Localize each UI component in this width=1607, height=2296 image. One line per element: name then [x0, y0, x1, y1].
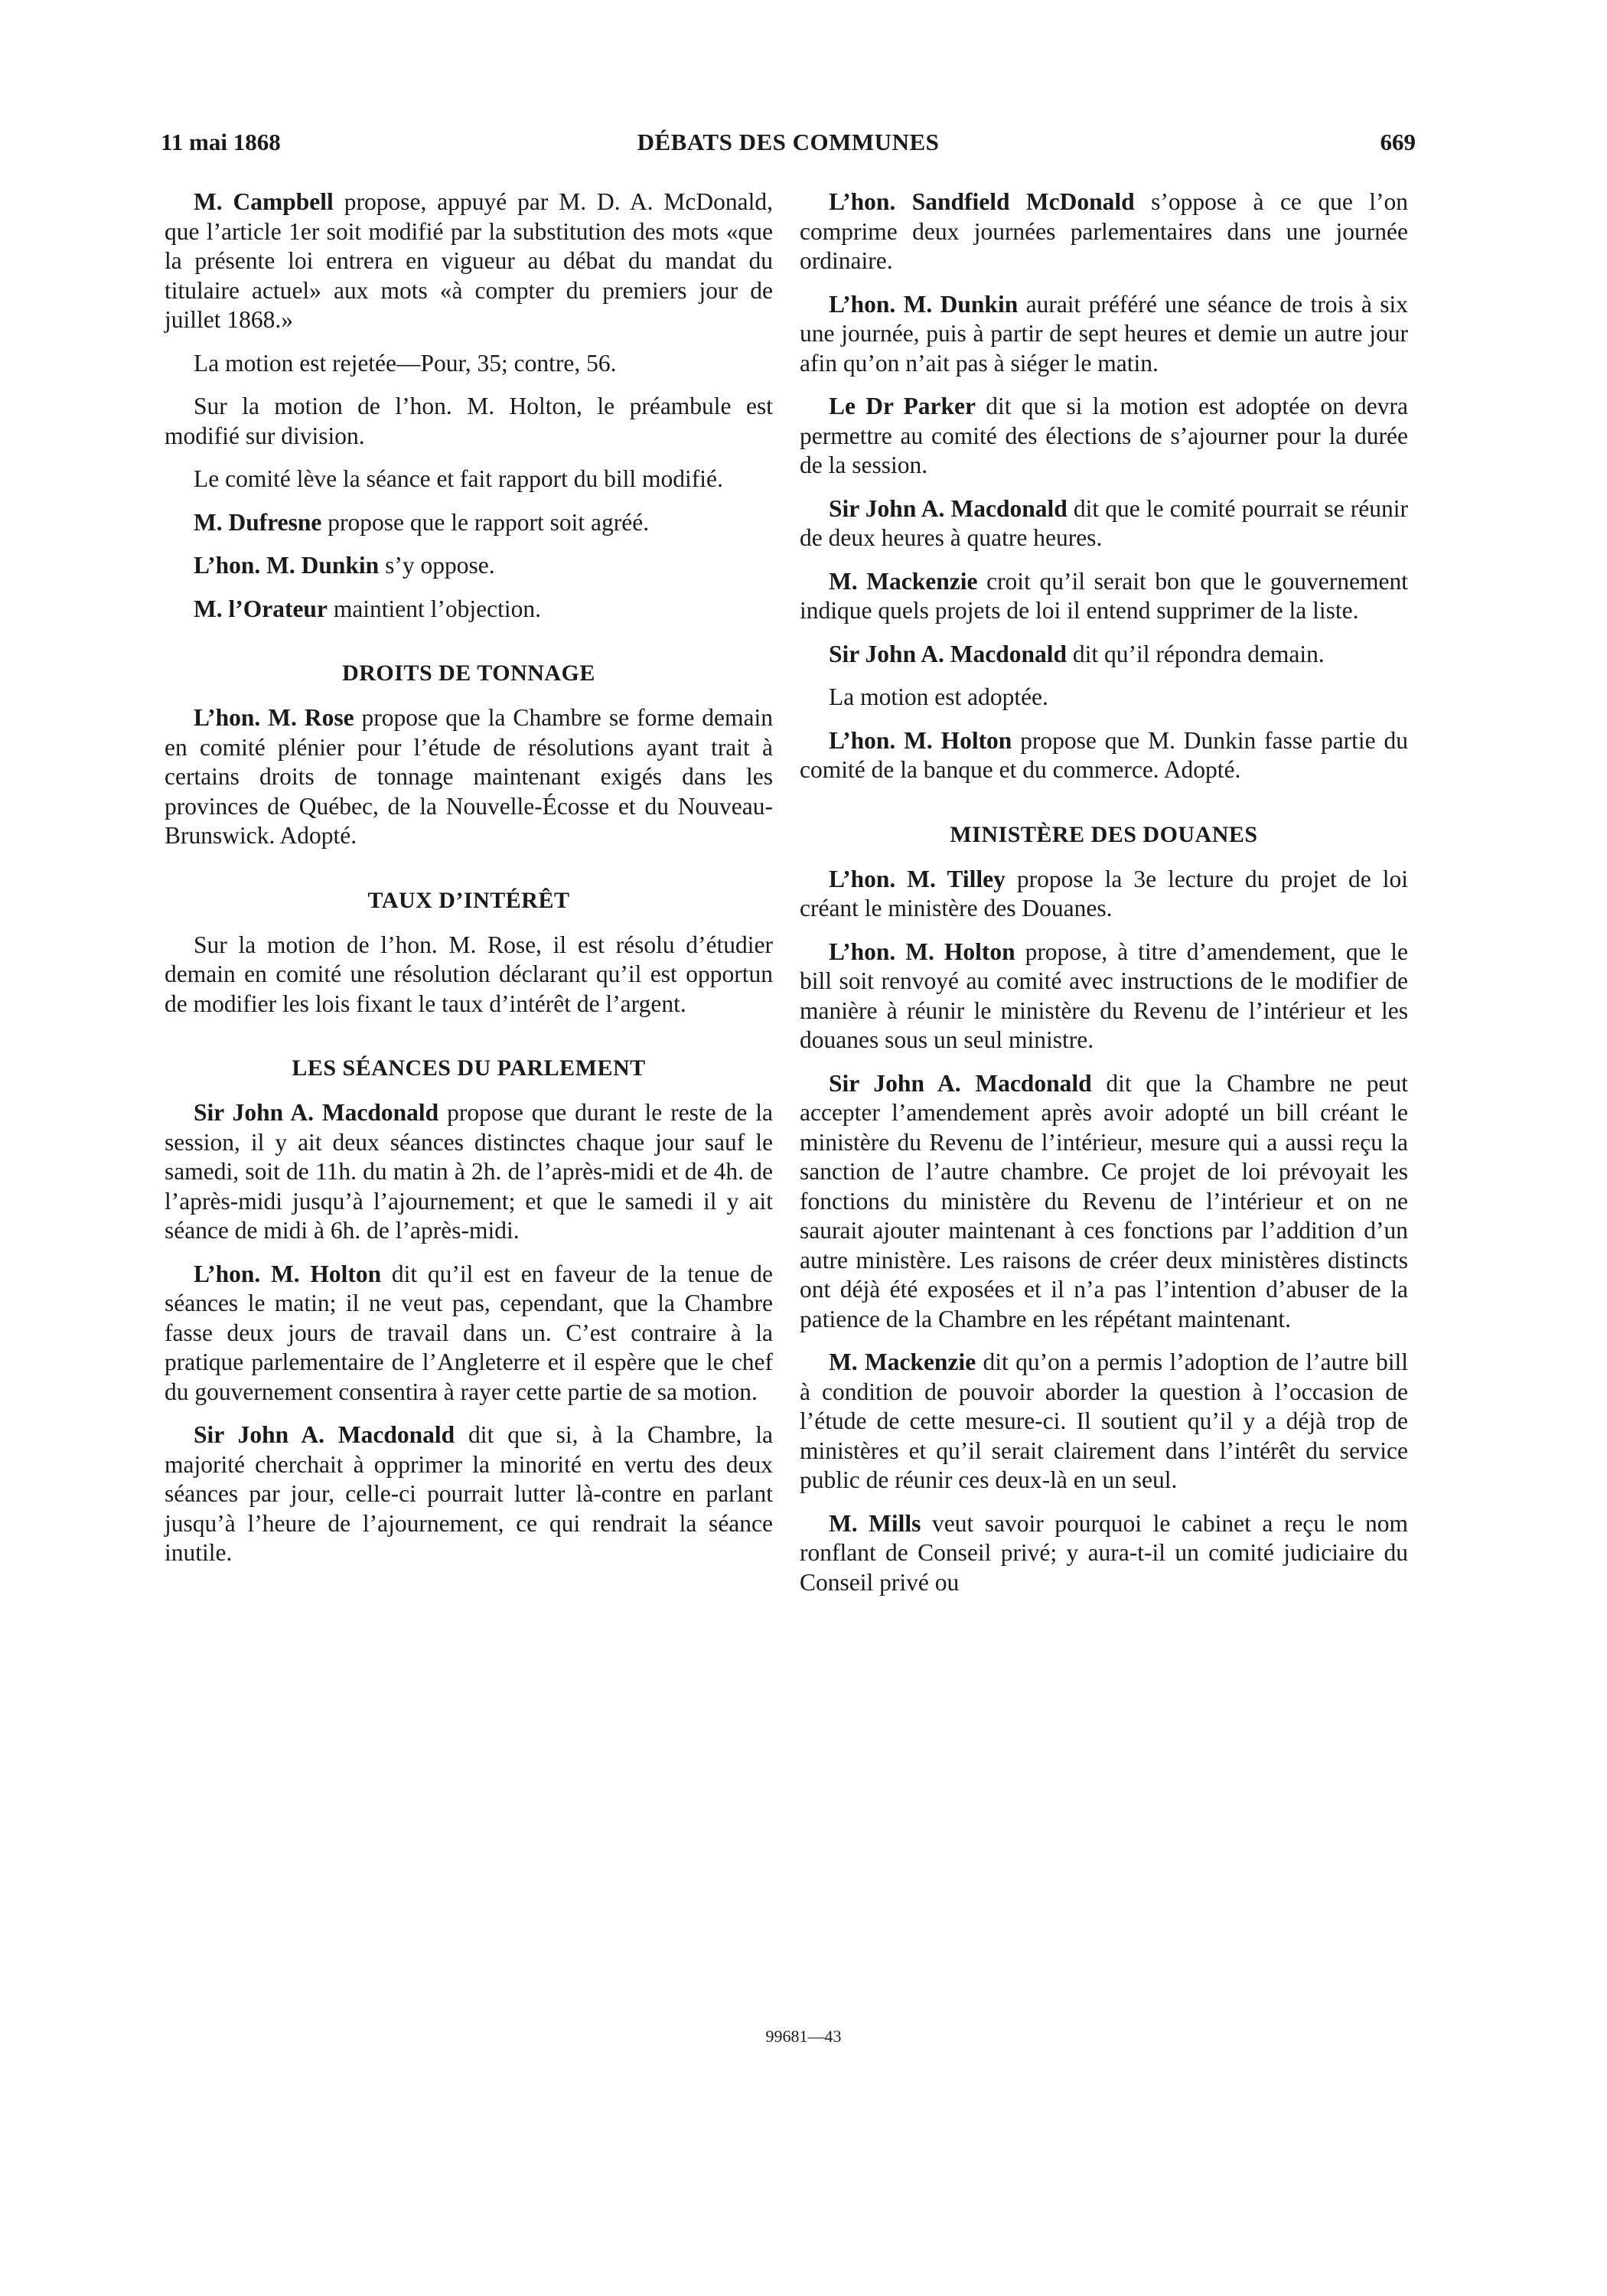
- paragraph: [800, 1069, 1408, 1335]
- speaker-name: L’hon. Sandfield McDonald: [829, 188, 1135, 215]
- speaker-name: L’hon. M. Holton: [829, 726, 1012, 754]
- speaker-name: Le Dr Parker: [829, 393, 976, 419]
- paragraph: [800, 938, 1408, 1055]
- paragraph: [165, 188, 773, 335]
- page-footer-code: 99681—43: [765, 2027, 842, 2046]
- paragraph: [165, 551, 773, 581]
- speaker-name: M. l’Orateur: [194, 595, 328, 622]
- paragraph-text: dit qu’il répondra demain.: [1067, 640, 1325, 667]
- speaker-name: Sir John A. Macdonald: [829, 494, 1068, 522]
- paragraph: [165, 703, 773, 851]
- paragraph: [800, 188, 1408, 276]
- section-heading: MINISTÈRE DES DOUANES: [950, 821, 1258, 847]
- paragraph: [800, 290, 1408, 379]
- speaker-name: L’hon. M. Rose: [194, 704, 354, 731]
- paragraph-text: Sur la motion de l’hon. M. Holton, le préambule est modifié sur division.: [165, 393, 773, 449]
- section-heading: TAUX D’INTÉRÊT: [367, 887, 570, 913]
- paragraph-text: dit que le comité pourrait se réunir de deux heures à quatre heures.: [800, 494, 1408, 551]
- paragraph-text: dit qu’on a permis l’adoption de l’autre bill à condition de pouvoir aborder la question à l’occasion de l’étude de cette mesure-ci. Il soutient qu’il y a déjà trop de ministères et qu’il serait clairement dans l’intérêt du service public de réunir ces deux-là en un seul.: [800, 1349, 1408, 1493]
- paragraph-text: croit qu’il serait bon que le gouvernement indique quels projets de loi il entend supprimer de la liste.: [800, 567, 1408, 624]
- paragraph: [800, 494, 1408, 553]
- paragraph: [800, 1348, 1408, 1495]
- speaker-name: L’hon. M. Dunkin: [194, 552, 380, 579]
- page-header: [161, 129, 1416, 159]
- paragraph-text: propose que M. Dunkin fasse partie du comité de la banque et du commerce. Adopté.: [800, 726, 1408, 783]
- speaker-name: L’hon. M. Holton: [194, 1260, 382, 1287]
- paragraph: [165, 465, 773, 494]
- publication-title: DÉBATS DES COMMUNES: [637, 129, 940, 155]
- speaker-name: L’hon. M. Holton: [829, 938, 1015, 965]
- speaker-name: Sir John A. Macdonald: [194, 1421, 455, 1448]
- paragraph: [165, 508, 773, 538]
- paragraph-text: Sur la motion de l’hon. M. Rose, il est résolu d’étudier demain en comité une résolution déclarant qu’il est opportun de modifier les lois fixant le taux d’intérêt de l’argent.: [165, 931, 773, 1017]
- speaker-name: M. Mills: [829, 1509, 921, 1537]
- right-column: [800, 188, 1408, 1611]
- paragraph: [800, 640, 1408, 670]
- speaker-name: L’hon. M. Dunkin: [829, 290, 1019, 318]
- paragraph: [800, 1509, 1408, 1598]
- paragraph: [165, 1420, 773, 1568]
- speaker-name: M. Campbell: [194, 188, 334, 215]
- paragraph-text: Le comité lève la séance et fait rapport du bill modifié.: [194, 465, 723, 492]
- paragraph-text: La motion est adoptée.: [829, 683, 1048, 710]
- paragraph: [165, 1260, 773, 1407]
- paragraph: [800, 392, 1408, 481]
- paragraph-text: propose que le rapport soit agréé.: [321, 508, 650, 536]
- speaker-name: Sir John A. Macdonald: [829, 640, 1068, 667]
- paragraph-text: dit qu’il est en faveur de la tenue de séances le matin; il ne veut pas, cependant, que la Chambre fasse deux jours de travail dans un. C’est contraire à la pratique parlementaire de l’Angleterre et il espère que le chef du gouvernement consentira à rayer cette partie de sa motion.: [165, 1260, 774, 1405]
- paragraph-text: dit que si, à la Chambre, la majorité cherchait à opprimer la minorité en vertu des deux séances par jour, celle-ci pourrait lutter là-contre en parlant jusqu’à l’heure de l’ajournement, ce qui rendrait la séance inutile.: [165, 1421, 773, 1566]
- paragraph: [165, 931, 773, 1019]
- paragraph-text: propose que durant le reste de la session, il y ait deux séances distinctes chaque jour sauf le samedi, soit de 11h. du matin à 2h. de l’après-midi et de 4h. de l’après-midi jusqu’à l’ajournement; et que le samedi il y ait séance de midi à 6h. de l’après-midi.: [165, 1099, 773, 1244]
- paragraph-text: maintient l’objection.: [327, 595, 541, 622]
- paragraph: [800, 683, 1408, 713]
- speaker-name: L’hon. M. Tilley: [829, 865, 1006, 892]
- paragraph-text: propose, à titre d’amendement, que le bill soit renvoyé au comité avec instructions de le modifier de manière à réunir le ministère du Revenu de l’intérieur et les douanes sous un seul ministre.: [800, 938, 1409, 1053]
- speaker-name: M. Mackenzie: [829, 567, 978, 595]
- paragraph-text: s’oppose à ce que l’on comprime deux journées parlementaires dans une journée ordinaire.: [800, 188, 1408, 274]
- paragraph-text: propose la 3e lecture du projet de loi créant le ministère des Douanes.: [800, 865, 1408, 921]
- paragraph-text: s’y oppose.: [379, 552, 495, 579]
- section-heading: LES SÉANCES DU PARLEMENT: [292, 1055, 646, 1081]
- speaker-name: Sir John A. Macdonald: [194, 1099, 439, 1126]
- paragraph-text: propose, appuyé par M. D. A. McDonald, que l’article 1er soit modifié par la substitution des mots «que la présente loi entrera en vigueur au débat du mandat du titulaire actuel» aux mots «à compter du premiers jour de juillet 1868.»: [165, 188, 773, 333]
- page-date: 11 mai 1868: [161, 129, 281, 155]
- speaker-name: M. Dufresne: [194, 508, 322, 536]
- paragraph-text: propose que la Chambre se forme demain en comité plénier pour l’étude de résolutions ayant trait à certains droits de tonnage maintenant exigés dans les provinces de Québec, de la Nouvelle-Écosse et du Nouveau-Brunswick. Adopté.: [165, 704, 773, 849]
- left-column: [165, 188, 773, 1582]
- paragraph-text: La motion est rejetée—Pour, 35; contre, 56.: [194, 349, 617, 377]
- paragraph-text: dit que si la motion est adoptée on devra permettre au comité des élections de s’ajourner pour la durée de la session.: [800, 393, 1409, 478]
- paragraph: [165, 595, 773, 625]
- paragraph: [800, 726, 1408, 785]
- paragraph: [165, 349, 773, 379]
- paragraph-text: dit que la Chambre ne peut accepter l’amendement après avoir adopté un bill créant le ministère du Revenu de l’intérieur, mesure qui a aussi reçu la sanction de l’autre chambre. Ce projet de loi prévoyait les fonctions du ministère du Revenu de l’intérieur et on ne saurait ajouter maintenant à ces fonctions par l’addition d’un autre ministère. Les raisons de créer deux ministères distincts ont déjà été exposées et il n’a pas l’intention d’abuser de la patience de la Chambre en les répétant maintenant.: [800, 1069, 1408, 1332]
- paragraph: [800, 865, 1408, 924]
- speaker-name: M. Mackenzie: [829, 1349, 976, 1375]
- paragraph: [165, 1098, 773, 1246]
- paragraph: [800, 567, 1408, 626]
- section-heading: DROITS DE TONNAGE: [342, 660, 595, 686]
- speaker-name: Sir John A. Macdonald: [829, 1069, 1092, 1097]
- paragraph-text: aurait préféré une séance de trois à six une journée, puis à partir de sept heures et demie un autre jour afin qu’on n’ait pas à siéger le matin.: [800, 290, 1409, 377]
- paragraph-text: veut savoir pourquoi le cabinet a reçu le nom ronflant de Conseil privé; y aura-t-il un comité judiciaire du Conseil privé ou: [800, 1509, 1408, 1596]
- page-number: 669: [1380, 129, 1416, 155]
- paragraph: [165, 392, 773, 451]
